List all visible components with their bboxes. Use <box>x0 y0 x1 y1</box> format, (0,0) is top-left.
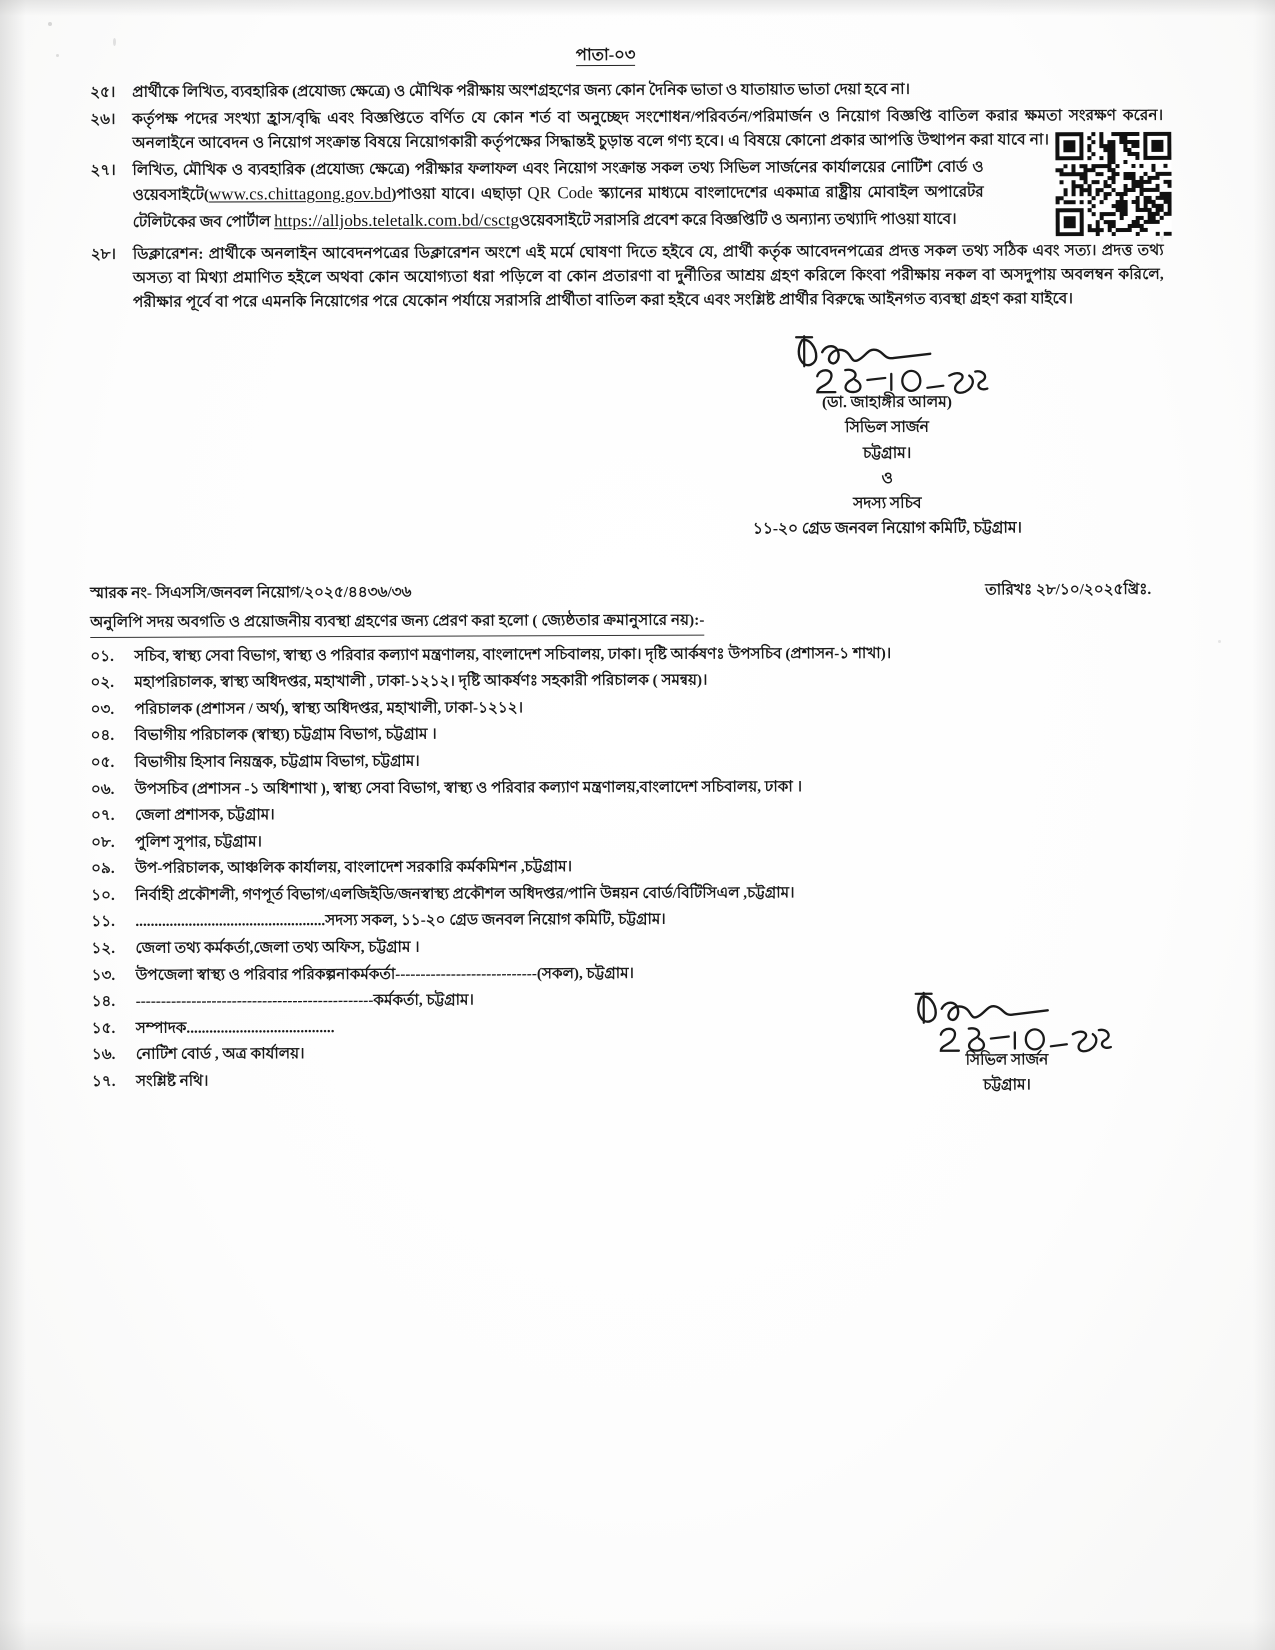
distribution-item-index: ১০. <box>91 886 115 904</box>
distribution-item-text: মহাপরিচালক, স্বাস্থ্য অধিদপ্তর, মহাখালী , ঢাকা-১২১২। দৃষ্টি আকর্ষণঃ সহকারী পরিচালক ( সমন্বয়)। <box>134 671 708 691</box>
distribution-item-index: ০৯. <box>91 860 115 878</box>
distribution-item-text: সংশ্লিষ্ট নথি। <box>135 1072 209 1090</box>
distribution-item-index: ০৪. <box>90 727 115 745</box>
distribution-item-index: ১৩. <box>91 966 116 984</box>
distribution-item-text: -----------------------------------------------কর্মকর্তা, চট্টগ্রাম। <box>135 991 474 1011</box>
teletalk-alljobs-link[interactable]: https://alljobs.teletalk.com.bd/csctg <box>274 210 520 231</box>
clause-27-text <box>132 155 983 235</box>
scan-edge-top <box>0 0 1275 16</box>
clause-28 <box>89 239 1164 315</box>
clause-27 <box>88 155 983 235</box>
distribution-item-text: ..................................................সদস্য সকল, ১১-২০ গ্রেড জনবল নিয়োগ কমিটি, চট্টগ্রাম। <box>135 911 666 931</box>
qr-code-label: QR Code <box>527 183 593 203</box>
clause-26-text: কর্তৃপক্ষ পদের সংখ্যা হ্রাস/বৃদ্ধি এবং বিজ্ঞপ্তিতে বর্ণিত যে কোন শর্ত বা অনুচ্ছেদ সংশোধন/পরিবর্তন/পরিমার্জন ও নিয়োগ বিজ্ঞপ্তি বাতিল করার ক্ষমতা সংরক্ষণ করেন। অনলাইনে আবেদন ও নিয়োগ সংক্রান্ত বিষয়ে নিয়োগকারী কর্তৃপক্ষের সিদ্ধান্তই চুড়ান্ত বলে গণ্য হবে। এ বিষয়ে কোনো প্রকার আপত্তি উত্থাপন করা যাবে না। <box>132 106 1164 152</box>
scan-speck <box>48 22 52 26</box>
distribution-item-index: ০১. <box>90 647 114 665</box>
signatory-conjunction: ও <box>881 469 893 487</box>
distribution-item-text: নোটিশ বোর্ড , অত্র কার্যালয়। <box>135 1045 305 1064</box>
signatory-place: চট্টগ্রাম। <box>862 444 912 462</box>
handwritten-date-icon <box>933 1022 1133 1063</box>
distribution-item-text: উপসচিব (প্রশাসন -১ অধিশাখা ), স্বাস্থ্য সেবা বিভাগ, স্বাস্থ্য ও পরিবার কল্যাণ মন্ত্রণালয়,বাংলাদেশ সচিবালয়, ঢাকা । <box>134 777 803 798</box>
memo-row <box>90 576 1165 606</box>
qr-code <box>1055 132 1171 236</box>
clause-27-part4: ওয়েবসাইটে সরাসরি প্রবেশ করে বিজ্ঞপ্তিটি ও অন্যান্য তথ্যাদি পাওয়া যাবে। <box>519 210 957 230</box>
distribution-item-index: ০৮. <box>91 833 115 851</box>
memo-date: তারিখঃ ২৮/১০/২০২৫খ্রিঃ. <box>985 580 1152 599</box>
distribution-list-item <box>91 800 1166 827</box>
scan-edge-left <box>0 0 26 1650</box>
cs-chittagong-website-link[interactable]: www.cs.chittagong.gov.bd <box>208 184 392 204</box>
distribution-item-index: ১৪. <box>91 993 116 1011</box>
distribution-item-text: নির্বাহী প্রকৌশলী, গণপূর্ত বিভাগ/এলজিইডি/জনস্বাস্থ্য প্রকৌশল অধিদপ্তর/পানি উন্নয়ন বোর্ড/বিটিসিএল ,চট্টগ্রাম। <box>135 884 795 904</box>
bottom-signatory-place: চট্টগ্রাম। <box>983 1076 1031 1094</box>
handwritten-date-icon <box>809 364 1009 405</box>
clause-25-text: প্রার্থীকে লিখিত, ব্যবহারিক (প্রযোজ্য ক্ষেত্রে) ও মৌখিক পরীক্ষায় অংশগ্রহণের জন্য কোন দৈনিক ভাতা ও যাতায়াত ভাতা দেয়া হবে না। <box>132 80 910 101</box>
scan-speck <box>56 54 59 57</box>
distribution-item-text: জেলা প্রশাসক, চট্টগ্রাম। <box>134 806 275 824</box>
distribution-item-index: ০৬. <box>90 780 115 798</box>
distribution-item-text: উপজেলা স্বাস্থ্য ও পরিবার পরিকল্পনাকর্মকর্তা----------------------------(সকল), চট্টগ্রাম। <box>135 964 634 984</box>
distribution-item-index: ০৩. <box>90 700 115 718</box>
signature-block <box>89 335 1165 545</box>
signatory-name: (ডা. জাহাঙ্গীর আলম) <box>821 393 952 412</box>
memo-number: স্মারক নং- সিএসসি/জনবল নিয়োগ/২০২৫/৪৪৩৬/৩৬ <box>90 583 412 602</box>
signatory-role-secondary: সদস্য সচিব <box>853 494 922 513</box>
distribution-list-item <box>91 827 1166 854</box>
clause-27-number: ২৭। <box>90 161 116 179</box>
qr-code-canvas <box>1055 132 1171 236</box>
clause-25 <box>88 77 1163 105</box>
document-body <box>88 40 1167 1097</box>
distribution-list-item <box>91 773 1166 800</box>
distribution-list-item <box>91 906 1166 933</box>
page-title-text: পাতা-০৩ <box>575 44 636 65</box>
distribution-item-index: ১৭. <box>91 1072 116 1091</box>
distribution-item-index: ১৬. <box>91 1046 116 1064</box>
bottom-signature-scrawl <box>882 992 1132 1053</box>
clause-26-number: ২৬। <box>90 110 116 128</box>
distribution-list-item <box>91 880 1166 907</box>
distribution-list-item <box>91 747 1166 774</box>
distribution-list-item <box>91 694 1166 721</box>
distribution-item-index: ১১. <box>91 913 115 931</box>
distribution-list-item <box>90 667 1165 694</box>
distribution-item-index: ১৫. <box>91 1019 116 1037</box>
distribution-list-item <box>91 933 1166 960</box>
clause-25-number: ২৫। <box>90 83 116 101</box>
clause-27-part2: )পাওয়া যাবে। এছাড়া <box>391 185 528 204</box>
distribution-item-index: ০৭. <box>90 807 115 825</box>
clause-28-number: ২৮। <box>90 246 116 264</box>
distribution-item-text: পরিচালক (প্রশাসন / অর্থ), স্বাস্থ্য অধিদপ্তর, মহাখালী, ঢাকা-১২১২। <box>134 699 524 718</box>
distribution-item-index: ০৫. <box>90 753 115 771</box>
clause-27-part3: স্ক্যানের মাধ্যমে বাংলাদেশের একমাত্র রাষ্ট্রীয় মোবাইল অপারেটর টেলিটকের জব পোর্টাল <box>132 183 984 231</box>
distribution-item-index: ০২. <box>90 674 115 692</box>
page-title <box>88 40 1163 71</box>
distribution-list-item <box>92 960 1167 987</box>
scan-speck <box>1218 640 1221 643</box>
scan-edge-bottom <box>0 1620 1275 1650</box>
distribution-item-text: পুলিশ সুপার, চট্টগ্রাম। <box>135 833 262 851</box>
bottom-signatory-designation: সিভিল সার্জন <box>965 1051 1049 1069</box>
signatory-committee: ১১-২০ গ্রেড জনবল নিয়োগ কমিটি, চট্টগ্রাম। <box>752 519 1022 538</box>
signature-scrawl <box>609 335 1164 395</box>
circulation-note-wrap <box>90 602 1165 637</box>
distribution-item-text: বিভাগীয় হিসাব নিয়ন্ত্রক, চট্টগ্রাম বিভাগ, চট্টগ্রাম। <box>134 752 420 771</box>
clause-27-part1: লিখিত, মৌখিক ও ব্যবহারিক (প্রযোজ্য ক্ষেত্রে) পরীক্ষার ফলাফল এবং নিয়োগ সংক্রান্ত সকল তথ্য সিভিল সার্জনের কার্যালয়ের নোটিশ বোর্ড ও ওয়েবসাইটে( <box>132 158 984 205</box>
distribution-item-text: সম্পাদক....................................... <box>135 1018 335 1037</box>
circulation-note: অনুলিপি সদয় অবগতি ও প্রয়োজনীয় ব্যবস্থা গ্রহণের জন্য প্রেরণ করা হলো ( জ্যেষ্ঠতার ক্রমানুসারে নয়):- <box>90 608 704 637</box>
distribution-item-text: বিভাগীয় পরিচালক (স্বাস্থ্য) চট্টগ্রাম বিভাগ, চট্টগ্রাম । <box>134 725 437 745</box>
distribution-list-item <box>91 853 1166 880</box>
clause-26 <box>88 104 1163 156</box>
clause-28-text: ডিক্লারেশন: প্রার্থীকে অনলাইন আবেদনপত্রের ডিক্লারেশন অংশে এই মর্মে ঘোষণা দিতে হইবে যে, প্রার্থী কর্তৃক আবেদনপত্রের প্রদত্ত সকল তথ্য সঠিক এবং সত্য। প্রদত্ত তথ্য অসত্য বা মিথ্যা প্রমাণিত হইলে অথবা কোন অযোগ্যতা ধরা পড়িলে বা কোন প্রতারণা বা দুর্নীতির আশ্রয় গ্রহণ করিলে কিংবা পরীক্ষায় নকল বা অসদুপায় অবলম্বন করিলে, পরীক্ষার পূর্বে বা পরে এমনকি নিয়োগের পরে যেকোন পর্যায়ে সরাসরি প্রার্থীতা বাতিল করা হইবে এবং সংশ্লিষ্ট প্রার্থীর বিরুদ্ধে আইনগত ব্যবস্থা গ্রহণ করা যাইবে। <box>132 242 1164 312</box>
distribution-item-text: জেলা তথ্য কর্মকর্তা,জেলা তথ্য অফিস, চট্টগ্রাম । <box>135 938 420 957</box>
signatory-designation: সিভিল সার্জন <box>845 419 929 437</box>
distribution-item-text: সচিব, স্বাস্থ্য সেবা বিভাগ, স্বাস্থ্য ও পরিবার কল্যাণ মন্ত্রণালয়, বাংলাদেশ সচিবালয়, ঢাকা। দৃষ্টি আর্কষণঃ উপসচিব (প্রশাসন-১ শাখা)। <box>134 644 892 665</box>
distribution-item-index: ১২. <box>91 939 116 958</box>
distribution-list-item <box>90 640 1165 667</box>
distribution-list-item <box>91 720 1166 747</box>
bottom-signature-block <box>882 992 1132 1098</box>
distribution-item-text: উপ-পরিচালক, আঞ্চলিক কার্যালয়, বাংলাদেশ সরকারি কর্মকমিশন ,চট্টগ্রাম। <box>135 858 573 878</box>
scan-edge-right <box>1253 0 1275 1650</box>
